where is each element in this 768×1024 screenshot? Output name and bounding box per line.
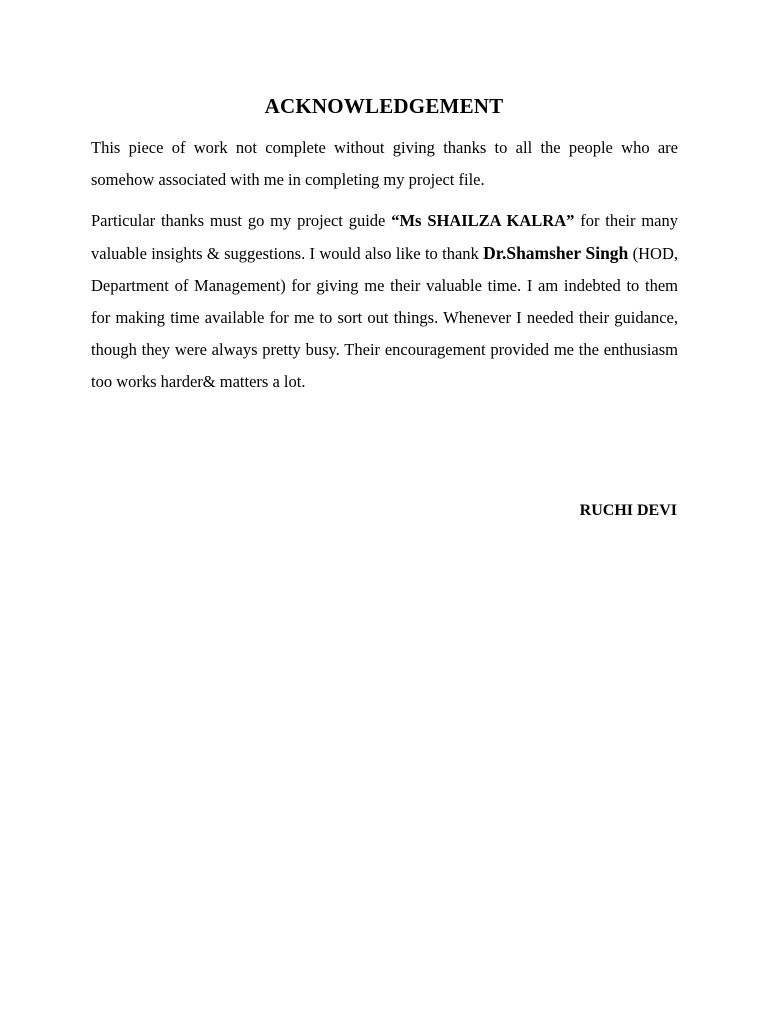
paragraph-thanks [91, 205, 678, 398]
page-title: ACKNOWLEDGEMENT [264, 94, 504, 118]
guide-name: “Ms SHAILZA KALRA” [391, 211, 575, 230]
hod-name: Dr.Shamsher Singh [483, 243, 629, 263]
paragraph-thanks-text-1: Particular thanks must go my project guide [91, 211, 392, 230]
paragraph-intro: This piece of work not complete without giving thanks to all the people who are somehow associated with me in completing my project file. [91, 138, 678, 189]
paragraph-thanks-text-2: for their many valuable insights & suggestions. I would also like to thank [91, 211, 679, 263]
paragraph-thanks-text-3: (HOD, Department of Management) for giving me their valuable time. I am indebted to them for making time available for me to sort out things. Whenever I needed their guidance, though they were always pretty busy. Their encouragement provided me the enthusiasm too works harder& matters a lot. [91, 244, 679, 391]
signature-name: RUCHI DEVI [579, 502, 677, 519]
